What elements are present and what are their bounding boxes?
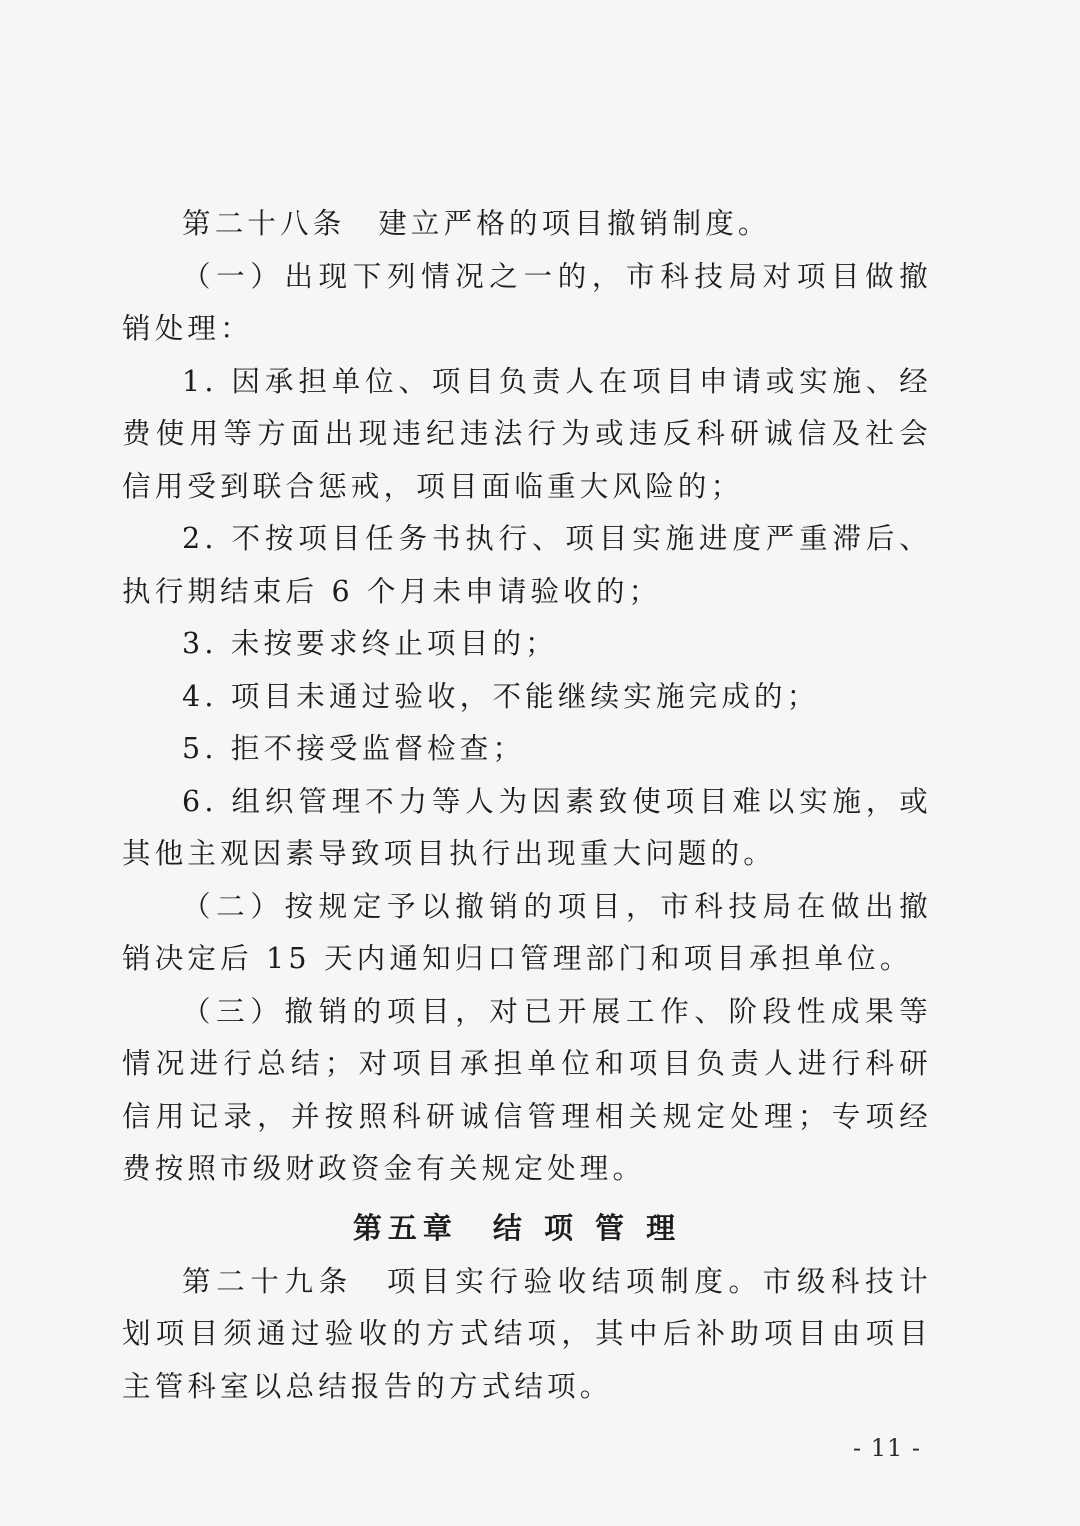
clause-3: （三）撤销的项目，对已开展工作、阶段性成果等情况进行总结；对项目承担单位和项目负责人进行科研信用记录，并按照科研诚信管理相关规定处理；专项经费按照市级财政资金有关规定处理。	[122, 994, 932, 1185]
item-3: 3. 未按要求终止项目的；	[182, 627, 558, 660]
article-28-heading: 第二十八条 建立严格的项目撤销制度。	[182, 207, 771, 240]
page-number: - 11 -	[852, 1434, 921, 1462]
clause-1: （一）出现下列情况之一的，市科技局对项目做撤销处理：	[122, 259, 932, 345]
item-1: 1. 因承担单位、项目负责人在项目申请或实施、经费使用等方面出现违纪违法行为或违反科研诚信及社会信用受到联合惩戒，项目面临重大风险的；	[122, 364, 932, 503]
item-2: 2. 不按项目任务书执行、项目实施进度严重滞后、执行期结束后 6 个月未申请验收的；	[122, 522, 932, 608]
document-body	[122, 198, 932, 1413]
item-5: 5. 拒不接受监督检查；	[182, 732, 526, 765]
item-6: 6. 组织管理不力等人为因素致使项目难以实施，或其他主观因素导致项目执行出现重大问题的。	[122, 784, 932, 870]
article-29: 第二十九条 项目实行验收结项制度。市级科技计划项目须通过验收的方式结项，其中后补助项目由项目主管科室以总结报告的方式结项。	[122, 1264, 932, 1403]
clause-2: （二）按规定予以撤销的项目，市科技局在做出撤销决定后 15 天内通知归口管理部门和项目承担单位。	[122, 889, 932, 975]
chapter-title: 第五章 结 项 管 理	[352, 1210, 682, 1245]
item-4: 4. 项目未通过验收，不能继续实施完成的；	[182, 679, 820, 713]
